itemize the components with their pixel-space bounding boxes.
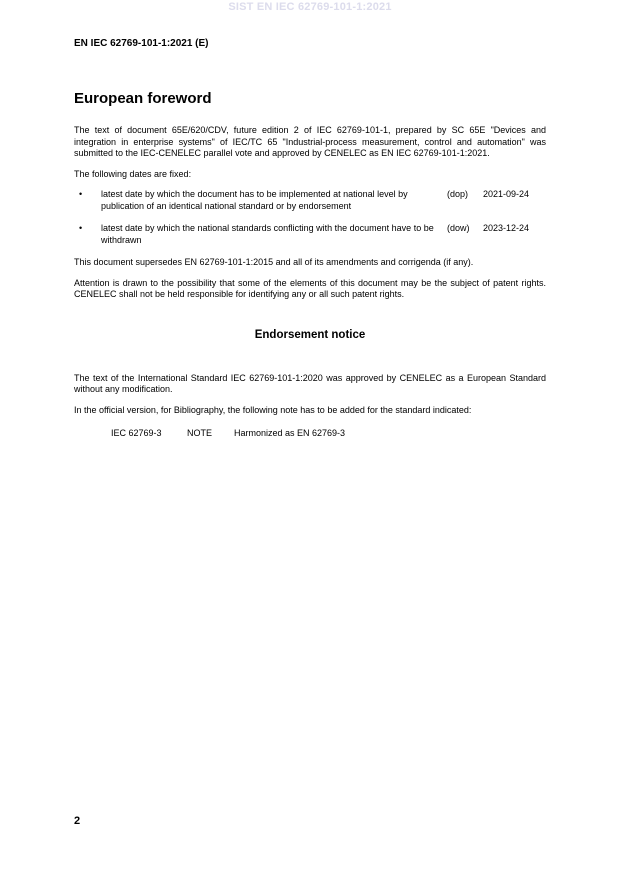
bibliography-note: [74, 428, 546, 440]
date-item-text: latest date by which the document has to be implemented at national level by publication of an identical national standard or by endorsement: [101, 189, 408, 211]
bullet-icon: •: [79, 189, 83, 199]
endorsement-title: Endorsement notice: [254, 328, 366, 341]
watermark: SIST EN IEC 62769-101-1:2021: [228, 1, 392, 13]
foreword-title: European foreword: [74, 90, 212, 107]
date-item-text: latest date by which the national standards conflicting with the document have to be withdrawn: [101, 223, 434, 245]
date-item-code: (dop): [447, 189, 469, 199]
supersedes-paragraph: This document supersedes EN 62769-101-1:2015 and all of its amendments and corrigenda (if any).: [74, 257, 474, 267]
foreword-paragraph: The text of document 65E/620/CDV, future edition 2 of IEC 62769-101-1, prepared by SC 65E "Devices and integration in enterprise systems" of IEC/TC 65 "Industrial-process measurement, control and automation" was submitted to the IEC-CENELEC parallel vote and approved by CENELEC as EN IEC 62769-101-1:2021.: [74, 125, 546, 158]
endorsement-paragraph: The text of the International Standard IEC 62769-101-1:2020 was approved by CENELEC as a European Standard without any modification.: [74, 372, 546, 394]
page-body: [74, 90, 546, 440]
date-item-date: 2023-12-24: [483, 223, 530, 233]
page-number: 2: [74, 815, 81, 827]
date-item-date: 2021-09-24: [483, 189, 530, 199]
date-item-code: (dow): [447, 223, 470, 233]
note-label: NOTE: [187, 428, 213, 438]
bibliography-paragraph: In the official version, for Bibliography, the following note has to be added for the standard indicated:: [74, 404, 472, 415]
attention-paragraph: Attention is drawn to the possibility that some of the elements of this document may be the subject of patent rights. CENELEC shall not be held responsible for identifying any or all such patent rights.: [74, 277, 546, 299]
note-text: Harmonized as EN 62769-3: [234, 428, 346, 438]
note-standard: IEC 62769-3: [111, 428, 162, 438]
document-header: EN IEC 62769-101-1:2021 (E): [74, 38, 209, 49]
date-item-dow: [74, 223, 546, 246]
dates-intro: The following dates are fixed:: [74, 168, 192, 179]
bullet-icon: •: [79, 223, 83, 233]
date-item-dop: [74, 189, 546, 212]
